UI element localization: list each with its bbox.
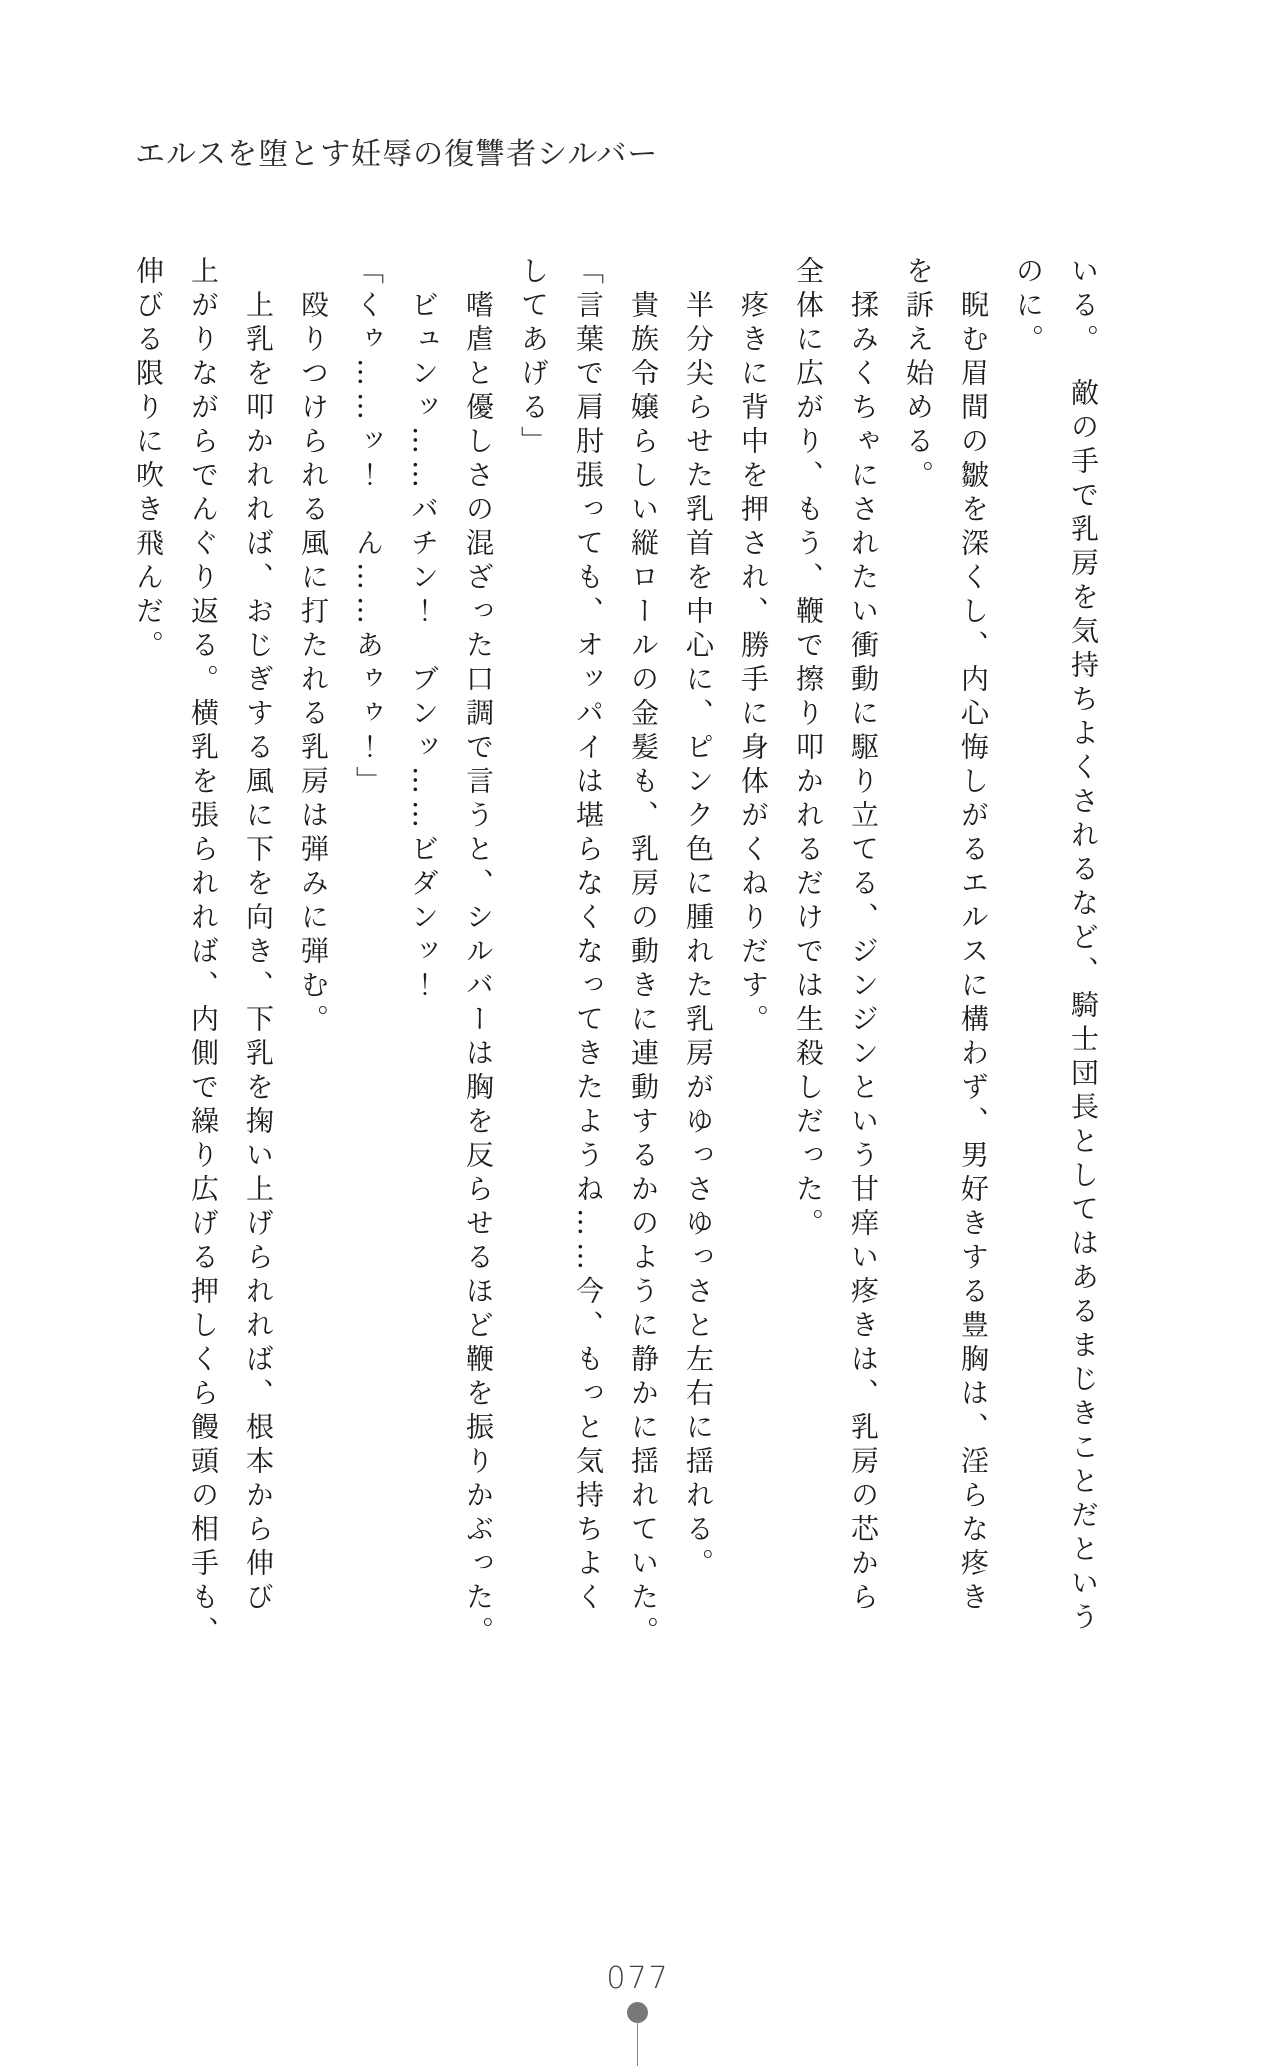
text-line: のに。	[1012, 256, 1045, 358]
text-line: 睨む眉間の皺を深くし、内心悔しがるエルスに構わず、男好きする豊胸は、淫らな疼き	[957, 290, 990, 1616]
text-line: 殴りつけられる風に打たれる乳房は弾みに弾む。	[297, 290, 330, 1038]
text-line: 疼きに背中を押され、勝手に身体がくねりだす。	[737, 290, 770, 1038]
text-line: 貴族令嬢らしい縦ロールの金髪も、乳房の動きに連動するかのように静かに揺れていた。	[627, 290, 660, 1650]
text-line: いる。 敵の手で乳房を気持ちよくされるなど、騎士団長としてはあるまじきことだという	[1067, 256, 1100, 1636]
body-text	[121, 256, 1111, 1654]
text-line: 伸びる限りに吹き飛んだ。	[132, 256, 165, 664]
text-line: 「くゥ……ッ！ ん……あゥゥ！」	[352, 256, 385, 800]
text-line: 全体に広がり、もう、鞭で擦り叩かれるだけでは生殺しだった。	[792, 256, 825, 1242]
text-line: 揉みくちゃにされたい衝動に駆り立てる、ジンジンという甘痒い疼きは、乳房の芯から	[847, 290, 880, 1616]
text-line: 嗜虐と優しさの混ざった口調で言うと、シルバーは胸を反らせるほど鞭を振りかぶった。	[462, 290, 495, 1650]
text-line: 上がりながらでんぐり返る。横乳を張られれば、内側で繰り広げる押しくら饅頭の相手も、	[187, 256, 220, 1650]
text-line: を訴え始める。	[902, 256, 935, 494]
text-line: してあげる」	[517, 256, 550, 460]
footer-ornament-line	[637, 2020, 638, 2066]
page-number: 077	[606, 1961, 670, 1996]
text-line: 「言葉で肩肘張っても、オッパイは堪らなくなってきたようね……今、もっと気持ちよく	[572, 256, 605, 1616]
text-line: ビュンッ……バチン！ ブンッ……ビダンッ！	[407, 290, 440, 1004]
running-header-title: エルスを堕とす妊辱の復讐者シルバー	[135, 137, 659, 172]
text-line: 上乳を叩かれれば、おじぎする風に下を向き、下乳を掬い上げられれば、根本から伸び	[242, 290, 275, 1616]
text-line: 半分尖らせた乳首を中心に、ピンク色に腫れた乳房がゆっさゆっさと左右に揺れる。	[682, 290, 715, 1582]
